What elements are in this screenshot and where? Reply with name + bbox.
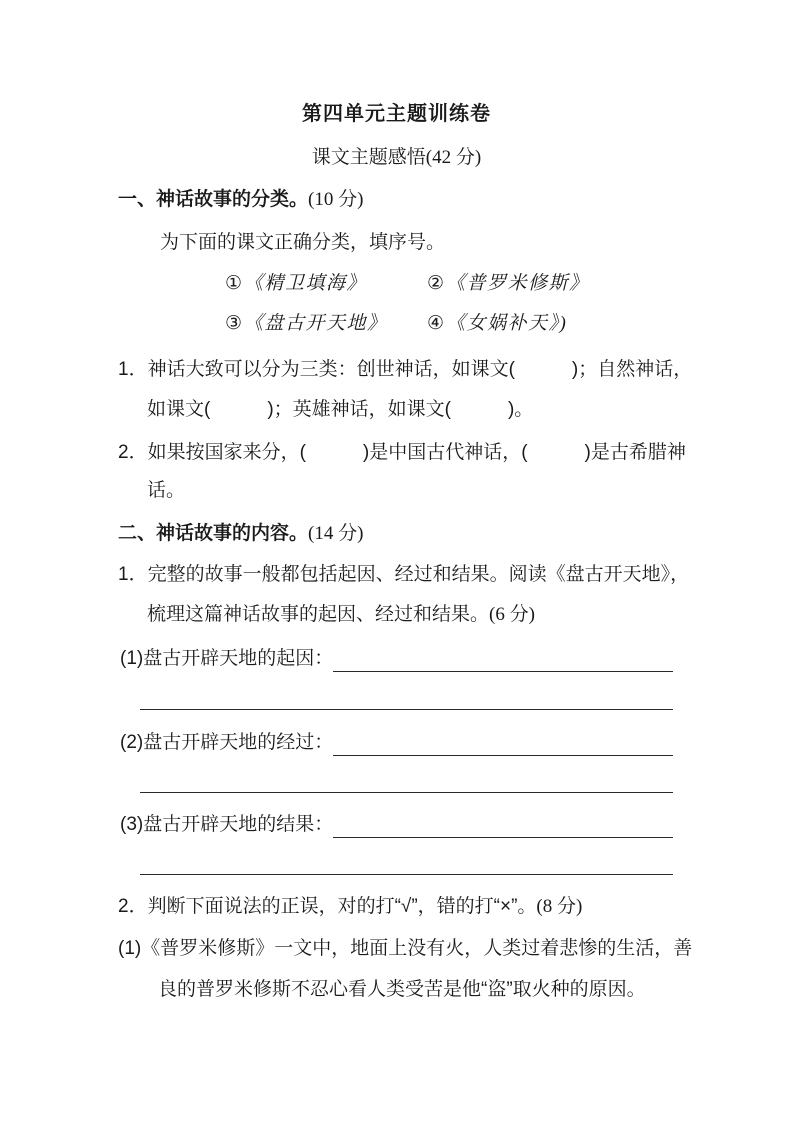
section2-q2-item1-line2: 良的普罗米修斯不忍心看人类受苦是他“盗”取火种的原因。 — [158, 979, 646, 1000]
question2-line1: 2．如果按国家来分，( )是中国古代神话，( )是古希腊神 — [118, 442, 686, 463]
circled-number-2: ② — [427, 273, 445, 294]
section1-heading-score: (10 分) — [308, 189, 364, 210]
answer-blank-3-label: (3)盘古开辟天地的结果： — [120, 814, 334, 835]
section2-q2-line1-text: 2．判断下面说法的正误，对的打“√”，错的打“×”。 — [118, 896, 537, 917]
section2-q1-line1: 1．完整的故事一般都包括起因、经过和结果。阅读《盘古开天地》， — [118, 564, 690, 585]
answer-blank-2-line — [333, 729, 673, 756]
book-title-3: 《盘古开天地》 — [244, 313, 388, 334]
answer-blank-3-line — [333, 811, 673, 838]
answer-blank-2 — [120, 729, 673, 756]
section1-heading — [118, 186, 363, 213]
option-item-4 — [427, 310, 567, 337]
answer-blank-1-label: (1)盘古开辟天地的起因： — [120, 648, 334, 669]
section2-q1-line2-text: 梳理这篇神话故事的起因、经过和结果。 — [147, 604, 490, 625]
section2-q2-line1-score: (8 分) — [536, 896, 583, 917]
subtitle-text: 课文主题感悟 — [311, 147, 426, 168]
section2-q1-line2-score: (6 分) — [489, 604, 535, 625]
answer-continuation-line-3 — [140, 853, 673, 875]
circled-number-1: ① — [225, 273, 243, 294]
answer-blank-3 — [120, 811, 673, 838]
answer-blank-1 — [120, 645, 673, 672]
question1-line1: 1．神话大致可以分为三类：创世神话，如课文( )；自然神话， — [118, 359, 693, 380]
answer-blank-1-line — [333, 645, 673, 672]
option-item-1 — [225, 270, 367, 297]
option-item-2 — [427, 270, 590, 297]
section2-q2-line1 — [118, 893, 582, 920]
book-title-2: 《普罗米修斯》 — [446, 273, 590, 294]
section2-heading-score: (14 分) — [308, 523, 364, 544]
answer-blank-2-label: (2)盘古开辟天地的经过： — [120, 732, 334, 753]
section2-q1-line2 — [147, 601, 535, 628]
page-subtitle — [0, 144, 793, 171]
section2-heading — [118, 520, 363, 547]
option-item-3 — [225, 310, 388, 337]
section1-intro: 为下面的课文正确分类，填序号。 — [160, 232, 446, 253]
circled-number-3: ③ — [225, 313, 243, 334]
answer-continuation-line-1 — [140, 688, 673, 710]
book-title-4: 《女娲补天》) — [446, 313, 568, 334]
circled-number-4: ④ — [427, 313, 445, 334]
answer-continuation-line-2 — [140, 771, 673, 793]
book-title-1: 《精卫填海》 — [244, 273, 368, 294]
question1-line2: 如课文( )；英雄神话，如课文( )。 — [147, 399, 534, 420]
page-title: 第四单元主题训练卷 — [302, 103, 491, 125]
section2-heading-text: 二、神话故事的内容。 — [118, 523, 309, 544]
subtitle-score: (42 分) — [425, 147, 482, 168]
section2-q2-item1-line1: (1)《普罗米修斯》一文中，地面上没有火，人类过着悲惨的生活，善 — [118, 938, 693, 959]
section1-heading-text: 一、神话故事的分类。 — [118, 189, 309, 210]
question2-line2: 话。 — [147, 480, 186, 501]
